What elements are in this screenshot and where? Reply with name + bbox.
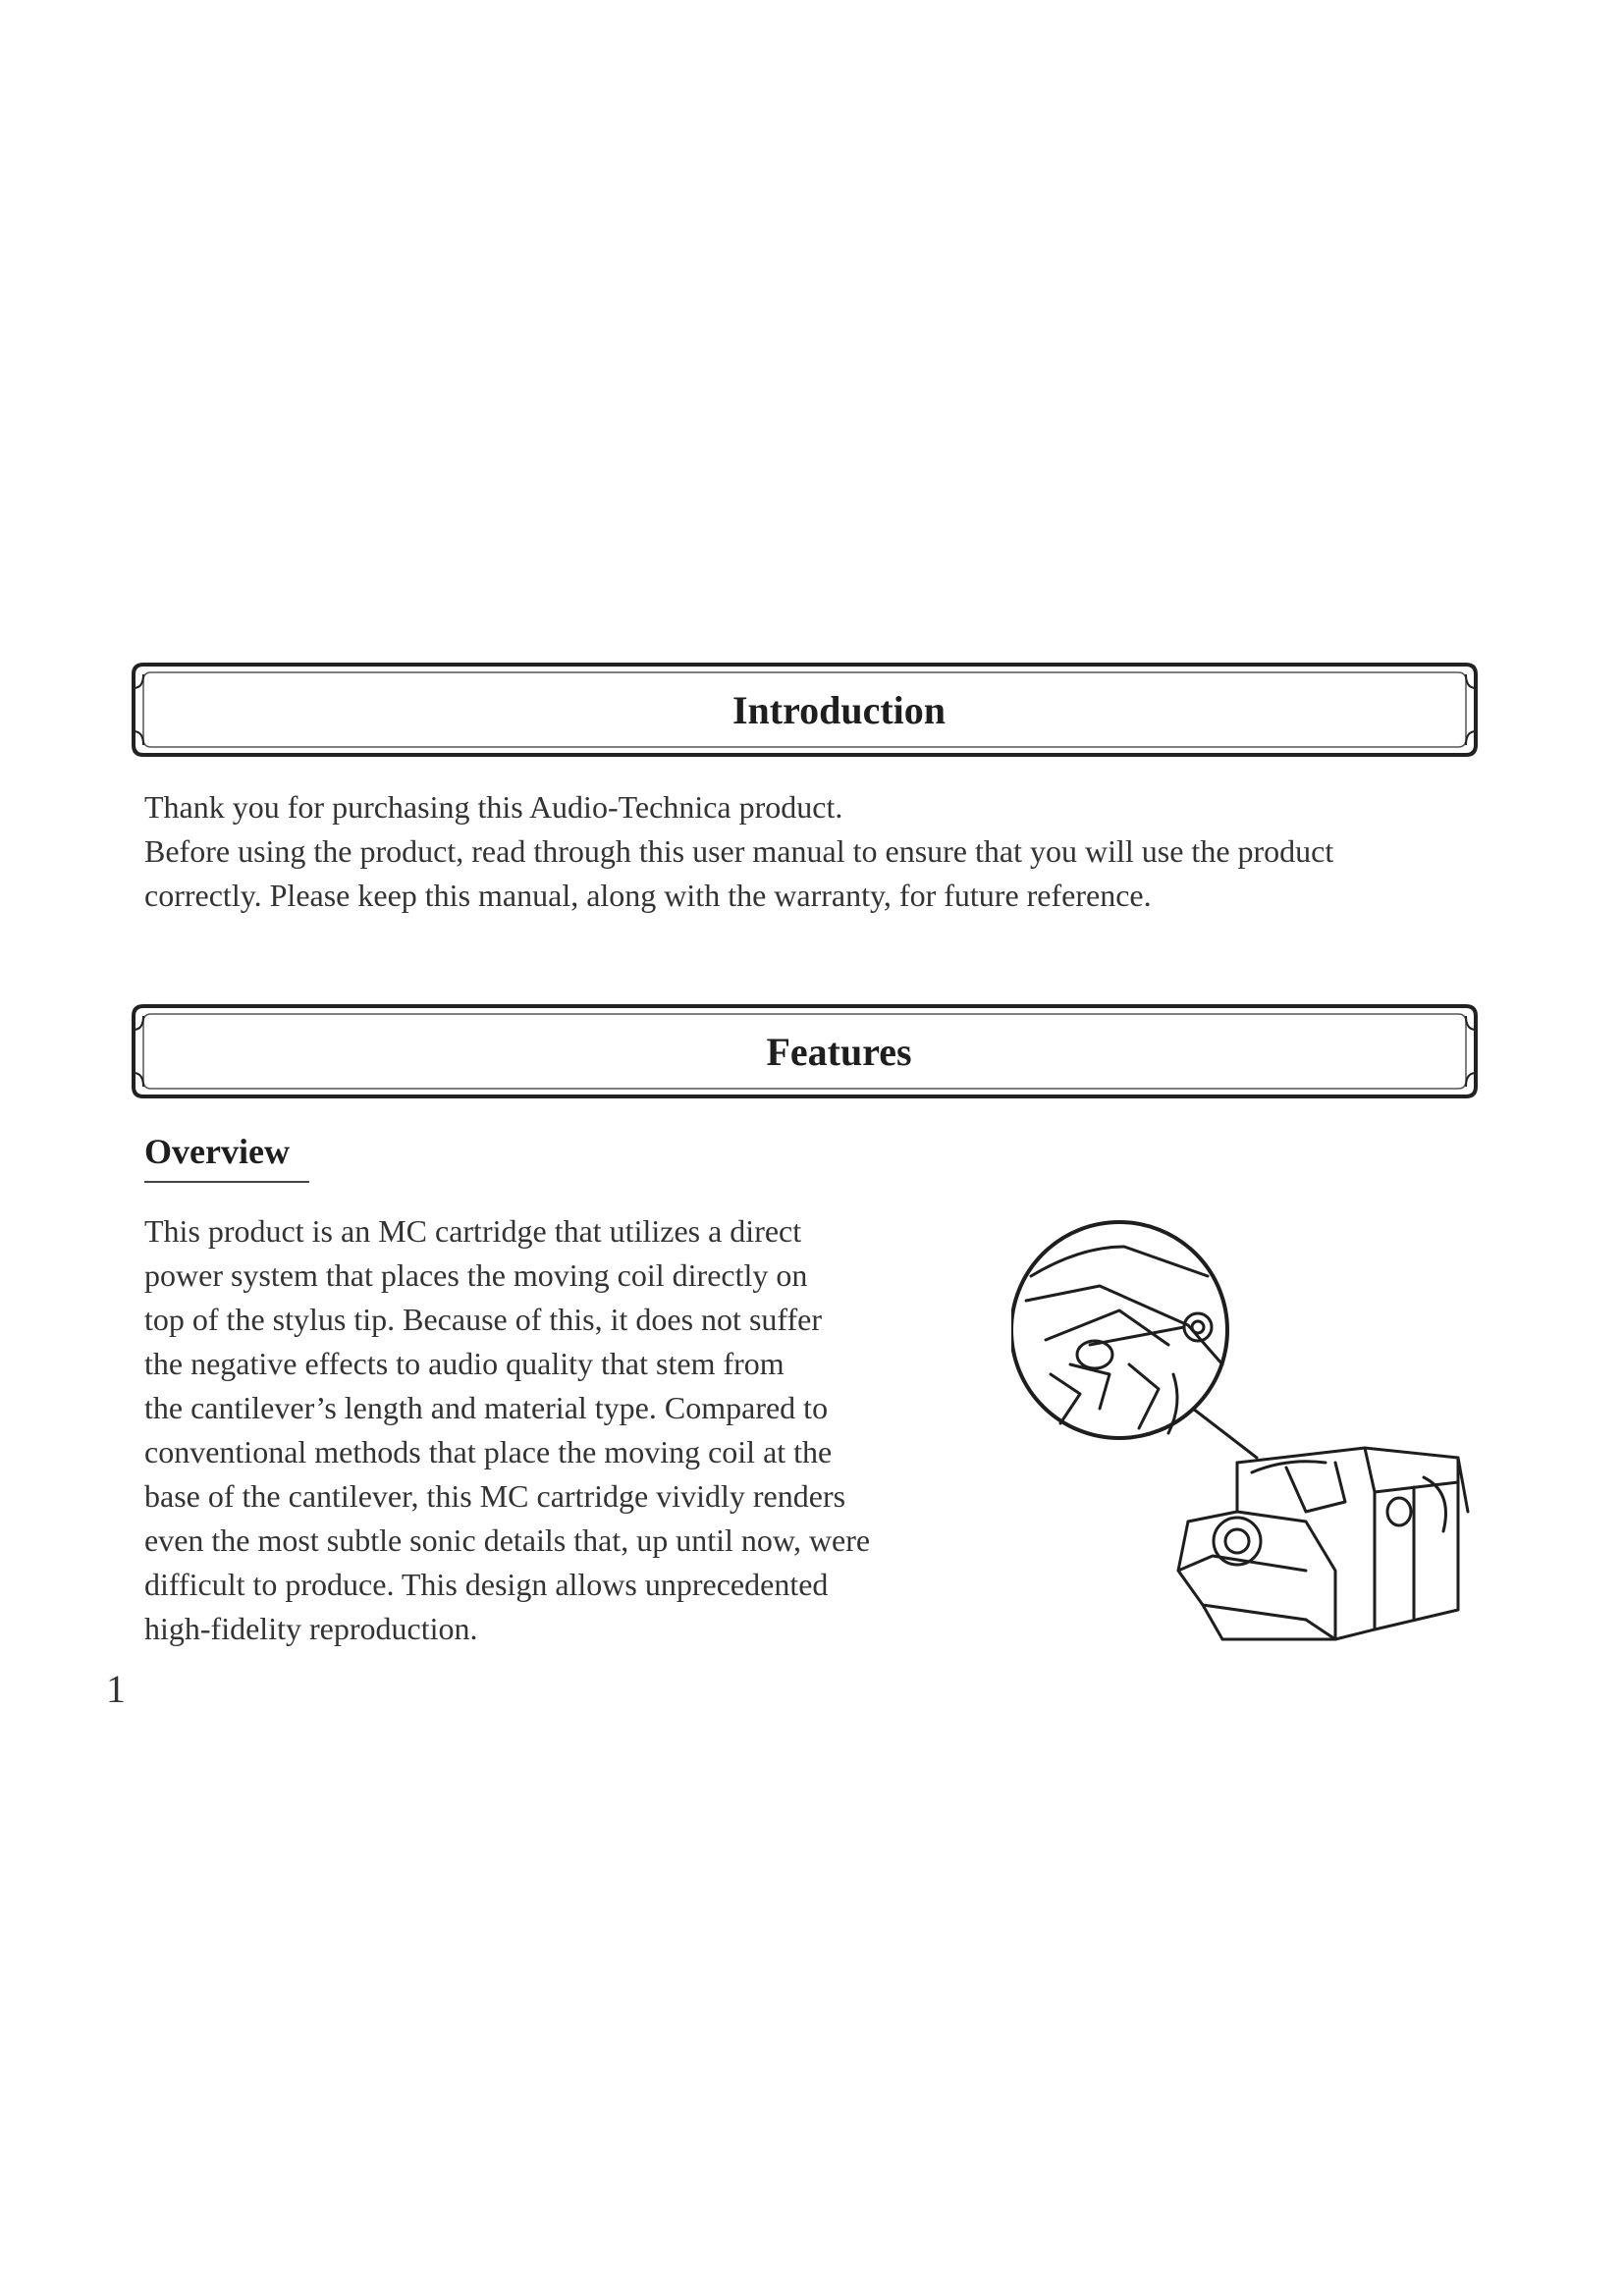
overview-line: even the most subtle sonic details that, up until now, were bbox=[144, 1522, 871, 1558]
overview-line: difficult to produce. This design allows unprecedented bbox=[144, 1567, 829, 1602]
introduction-banner bbox=[130, 661, 1480, 759]
overview-line: power system that places the moving coil directly on bbox=[144, 1257, 808, 1293]
introduction-title: Introduction bbox=[731, 687, 947, 732]
overview-text bbox=[144, 1209, 949, 1651]
overview-line: the negative effects to audio quality that stem from bbox=[144, 1346, 785, 1381]
overview-line: conventional methods that place the moving coil at the bbox=[144, 1434, 833, 1469]
overview-line: This product is an MC cartridge that utilizes a direct bbox=[144, 1213, 802, 1249]
overview-line: top of the stylus tip. Because of this, it does not suffer bbox=[144, 1302, 822, 1337]
overview-heading: Overview bbox=[144, 1132, 290, 1171]
overview-line: high-fidelity reproduction. bbox=[144, 1611, 478, 1646]
page-number: 1 bbox=[106, 1667, 126, 1711]
introduction-text bbox=[144, 785, 1440, 918]
overview-underline bbox=[144, 1181, 309, 1183]
overview-line: the cantilever’s length and material type. Compared to bbox=[144, 1390, 829, 1425]
features-title: Features bbox=[766, 1029, 912, 1074]
features-banner bbox=[130, 1002, 1480, 1100]
introduction-line-1: Thank you for purchasing this Audio-Technica product. bbox=[144, 789, 843, 825]
mc-cartridge-illustration-icon bbox=[1011, 1217, 1483, 1659]
overview-line: base of the cantilever, this MC cartridge vividly renders bbox=[144, 1478, 846, 1514]
introduction-line-2: Before using the product, read through this user manual to ensure that you will use the product correctly. Please keep this manual, along with the warranty, for future reference. bbox=[144, 833, 1334, 913]
